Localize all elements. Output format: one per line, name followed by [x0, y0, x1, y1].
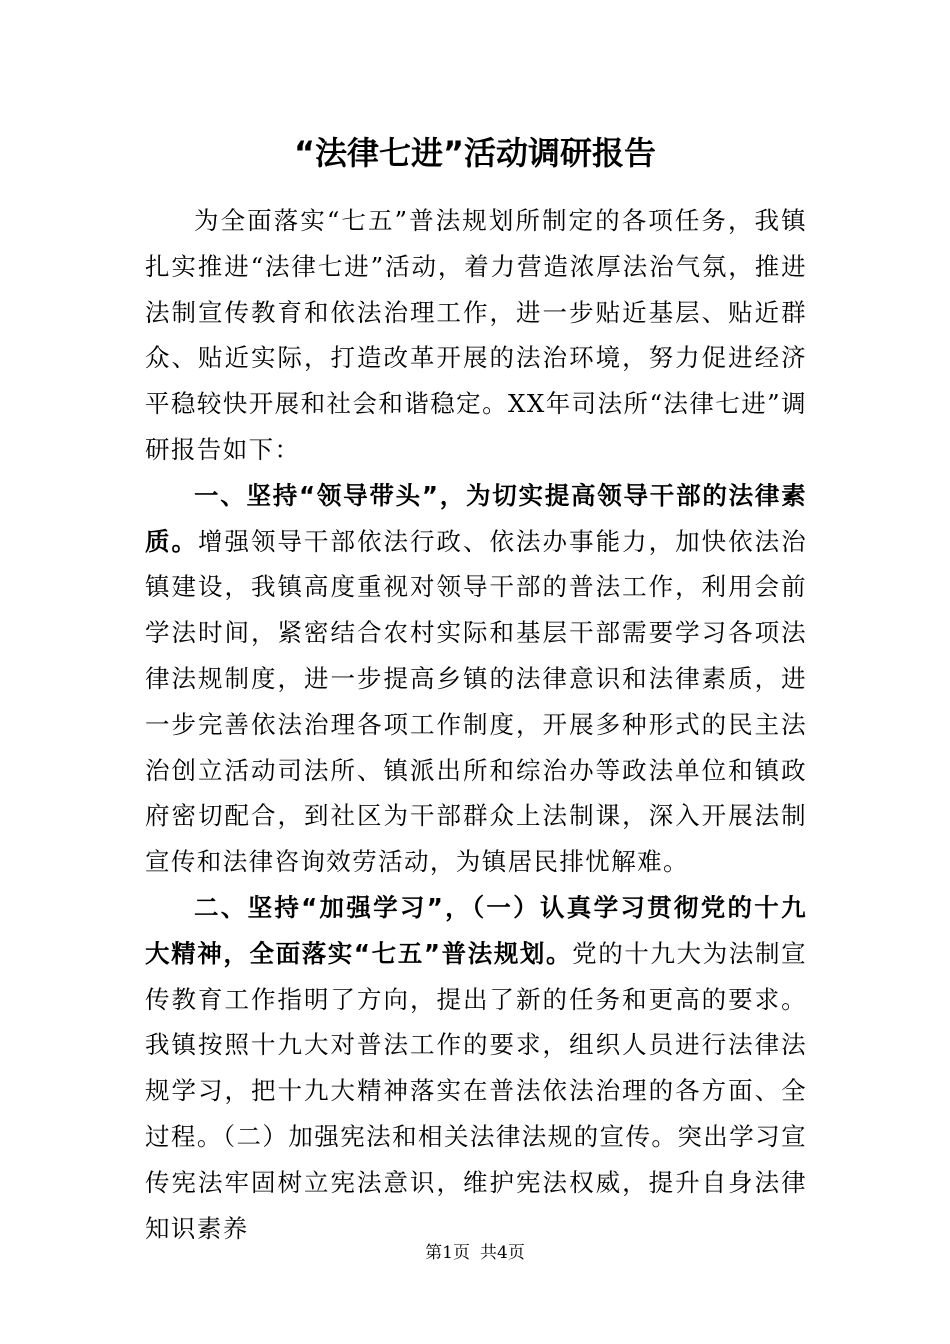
- document-body: [145, 198, 807, 1251]
- paragraph-intro: [145, 198, 807, 473]
- section-1-text: 增强领导干部依法行政、依法办事能力，加快依法治镇建设，我镇高度重视对领导干部的普法工作，利用会前学法时间，紧密结合农村实际和基层干部需要学习各项法律法规制度，进一步提高乡镇的法律意识和法律素质，进一步完善依法治理各项工作制度，开展多种形式的民主法治创立活动司法所、镇派出所和综治办等政法单位和镇政府密切配合，到社区为干部群众上法制课，深入开展法制宣传和法律咨询效劳活动，为镇居民排忧解难。: [145, 526, 807, 877]
- page-number: 第1页: [425, 1243, 470, 1263]
- section-2-heading: 二、坚持“加强学习”，（一）认真学习贯彻党的十九大精神，全面落实“七五”普法规划。: [145, 892, 807, 968]
- paragraph-intro-text: 为全面落实“七五”普法规划所制定的各项任务，我镇扎实推进“法律七进”活动，着力营造浓厚法治气氛，推进法制宣传教育和依法治理工作，进一步贴近基层、贴近群众、贴近实际，打造改革开展的法治环境，努力促进经济平稳较快开展和社会和谐稳定。XX年司法所“法律七进”调研报告如下：: [145, 206, 807, 464]
- document-title: “法律七进”活动调研报告: [293, 134, 657, 172]
- page-total: 共4页: [480, 1243, 525, 1263]
- paragraph-section-2: [145, 885, 807, 1251]
- page-footer: [0, 1240, 950, 1266]
- paragraph-section-1: [145, 473, 807, 885]
- section-1-heading: 一、坚持“领导带头”，为切实提高领导干部的法律素质。: [145, 480, 807, 556]
- section-2-text: 党的十九大为法制宣传教育工作指明了方向，提出了新的任务和更高的要求。我镇按照十九大对普法工作的要求，组织人员进行法律法规学习，把十九大精神落实在普法依法治理的各方面、全过程。（二）加强宪法和相关法律法规的宣传。突出学习宣传宪法牢固树立宪法意识，维护宪法权威，提升自身法律知识素养: [145, 938, 807, 1243]
